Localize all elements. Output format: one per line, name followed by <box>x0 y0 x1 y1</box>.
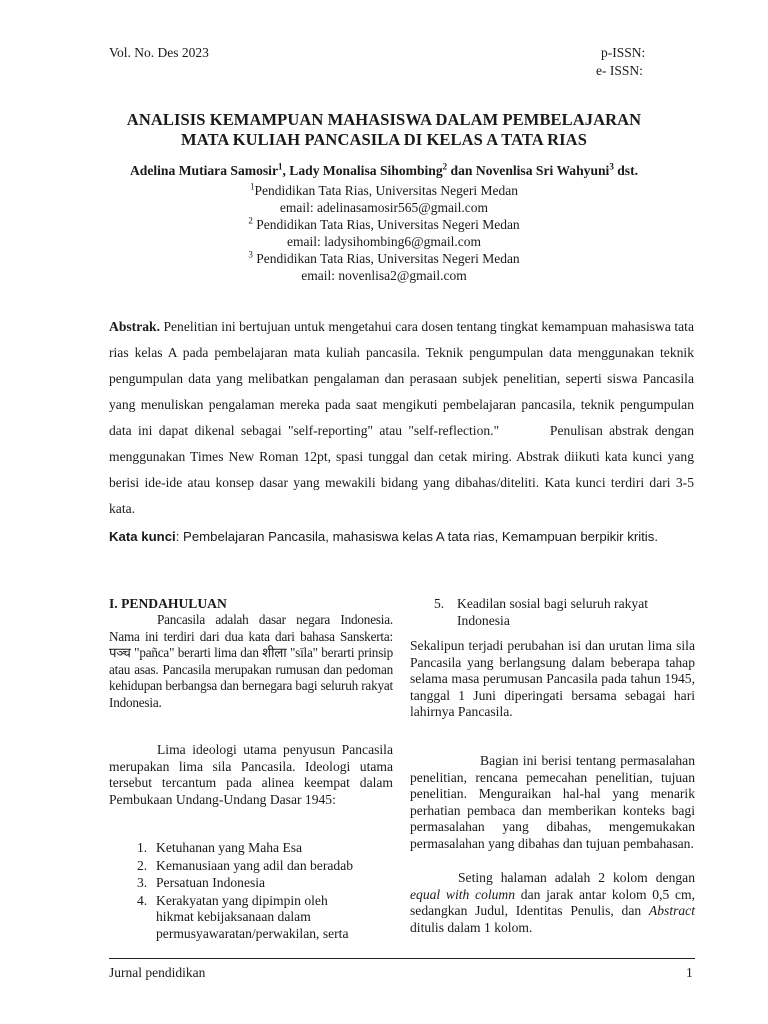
volume-label: Vol. No. Des 2023 <box>109 45 209 60</box>
affiliation-text: Pendidikan Tata Rias, Universitas Negeri Medan <box>252 217 520 232</box>
keywords <box>109 528 694 545</box>
affiliations <box>90 182 678 284</box>
section-heading: I. PENDAHULUAN <box>109 596 227 611</box>
footer-journal: Jurnal pendidikan <box>109 965 206 980</box>
layout-emphasis: equal with column <box>410 886 516 902</box>
paragraph-intro-text: Pancasila adalah dasar negara Indonesia. Nama ini terdiri dari dua kata dari bahasa Sanskerta: पञ्च "pañca" berarti lima dan शीला "sīla" berarti prinsip atau asas. Pancasila merupakan rumusan dan pedoman kehidupan berbangsa dan bernegara bagi seluruh rakyat Indonesia. <box>109 612 393 710</box>
abstract <box>109 314 698 522</box>
list-item-5 <box>410 596 695 629</box>
author-sep: dan <box>447 163 476 178</box>
list-item <box>109 893 393 943</box>
paragraph-intro <box>109 612 393 711</box>
list-text: Kemanusiaan yang adil dan beradab <box>156 857 354 873</box>
paragraph-ideology-text: Lima ideologi utama penyusun Pancasila merupakan lima sila Pancasila. Ideologi utama tersebut tercantum pada alinea keempat dalam Pembukaan Undang-Undang Dasar 1945: <box>109 742 393 807</box>
affiliation-institution <box>90 250 678 267</box>
author-list <box>90 162 678 180</box>
list-item <box>109 875 393 892</box>
paragraph-background-text: Bagian ini berisi tentang permasalahan penelitian, rencana pemecahan penelitian, tujuan penelitian. Menguraikan hal-hal yang menarik perhatian pembaca dan memberikan konteks bagi permasalahan yang dibahas, mengemukakan permasalahan yang dibahas dan tujuan pembahasan. <box>410 753 695 851</box>
affiliation-sup: 3 <box>248 249 253 260</box>
author-name: Adelina Mutiara Samosir <box>129 163 278 178</box>
list-item <box>109 840 393 857</box>
list-text: Kerakyatan yang dipimpin oleh hikmat kebijaksanaan dalam permusyawaratan/perwakilan, serta <box>156 892 349 941</box>
affiliation-email: email: adelinasamosir565@gmail.com <box>279 200 489 215</box>
list-number: 3. <box>137 875 148 890</box>
pissn-label: p-ISSN: <box>601 45 646 60</box>
affiliation-text: Pendidikan Tata Rias, Universitas Negeri Medan <box>252 251 520 266</box>
paragraph-layout <box>410 870 695 936</box>
affiliation-sup: 2 <box>248 215 253 226</box>
list-text: Keadilan sosial bagi seluruh rakyat Indonesia <box>457 596 649 628</box>
page-number: 1 <box>686 965 693 980</box>
list-text: Persatuan Indonesia <box>156 875 266 890</box>
author-name: Novenlisa Sri Wahyuni <box>475 163 610 178</box>
layout-text: ditulis dalam 1 kolom. <box>410 919 533 935</box>
list-number: 4. <box>137 892 148 908</box>
author-name: Lady Monalisa Sihombing <box>289 163 443 178</box>
affiliation-sup: 1 <box>250 181 255 192</box>
list-number: 5. <box>434 596 445 611</box>
title-line-1: ANALISIS KEMAMPUAN MAHASISWA DALAM PEMBELAJARAN <box>126 110 642 129</box>
eissn-label: e- ISSN: <box>596 63 643 78</box>
affiliation-text: Pendidikan Tata Rias, Universitas Negeri Medan <box>254 183 518 198</box>
sila-list <box>109 840 393 942</box>
list-number: 1. <box>137 840 148 855</box>
affiliation-email: email: novenlisa2@gmail.com <box>301 268 467 283</box>
paragraph-background <box>410 753 695 852</box>
paper-title <box>90 110 678 150</box>
author-sup: 2 <box>442 161 448 172</box>
list-item <box>109 858 393 875</box>
author-sup: 3 <box>609 161 614 172</box>
affiliation-email: email: ladysihombing6@gmail.com <box>287 234 481 249</box>
paragraph-ideology <box>109 742 393 808</box>
keywords-label: Kata kunci <box>109 529 176 544</box>
layout-text: Seting halaman adalah 2 kolom dengan <box>458 870 695 885</box>
layout-emphasis: Abstract <box>648 903 695 918</box>
affiliation-institution <box>90 216 678 233</box>
author-sep: , <box>282 163 290 178</box>
abstract-label: Abstrak. <box>109 319 160 334</box>
affiliation-institution <box>90 182 678 199</box>
layout-text: dan jarak antar kolom 0,5 cm, sedangkan Judul, Identitas Penulis, dan <box>410 886 696 918</box>
footer-rule <box>109 958 695 959</box>
keywords-text: : Pembelajaran Pancasila, mahasiswa kelas A tata rias, Kemampuan berpikir kritis. <box>175 529 658 544</box>
abstract-text: Penelitian ini bertujuan untuk mengetahui cara dosen tentang tingkat kemampuan mahasiswa tata rias kelas A pada pembelajaran mata kuliah pancasila. Teknik pengumpulan data menggunakan teknik pengumpulan data yang melibatkan pengalaman dan perasaan subjek penelitian, seperti siswa Pancasila yang menuliskan pengalaman mereka pada saat mengikuti pembelajaran pancasila, teknik pengumpulan data ini dapat dikenal sebagai "self-reporting" atau "self-reflection." Penulisan abstrak dengan menggunakan Times New Roman 12pt, spasi tunggal dan cetak miring. Abstrak diikuti kata kunci yang berisi ide-ide atau konsep dasar yang mewakili bidang yang dibahas/diteliti. Kata kunci terdiri dari 3-5 kata. <box>109 319 698 516</box>
author-sep: dst. <box>613 163 639 178</box>
list-number: 2. <box>137 857 148 873</box>
list-text: Ketuhanan yang Maha Esa <box>156 840 303 855</box>
title-line-2: MATA KULIAH PANCASILA DI KELAS A TATA RIAS <box>181 130 587 149</box>
author-sup: 1 <box>278 161 283 172</box>
paragraph-history: Sekalipun terjadi perubahan isi dan urutan lima sila Pancasila yang berlangsung dalam beberapa tahap selama masa perumusan Pancasila pada tahun 1945, tanggal 1 Juni diperingati bersama sebagai hari lahirnya Pancasila. <box>410 638 695 719</box>
